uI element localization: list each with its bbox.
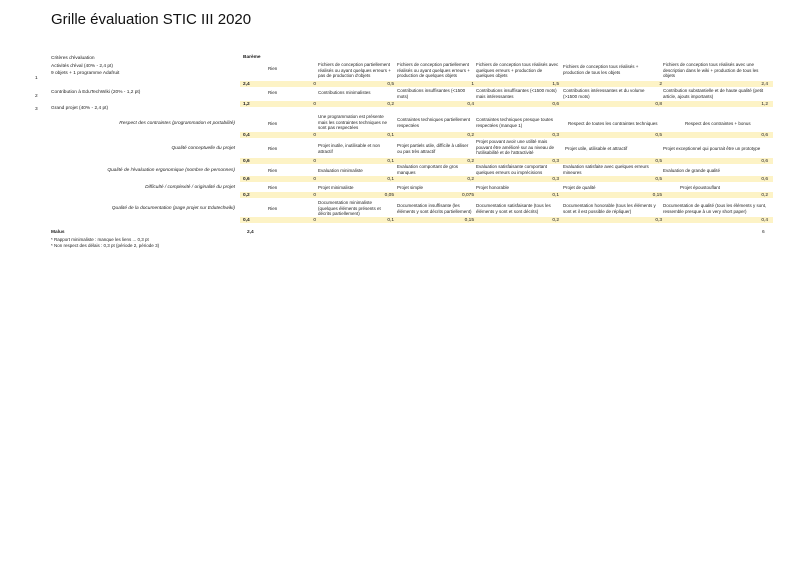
- row-1-score-5: 1,2: [761, 102, 768, 107]
- row-0-max: 2,4: [243, 82, 250, 87]
- row-3-criterion: Qualité conceptuelle du projet: [171, 146, 235, 151]
- row-5-score-5: 0,2: [761, 193, 768, 198]
- row-5-level-0: Rien: [268, 185, 278, 190]
- group-2-number: 2: [35, 94, 38, 99]
- row-6-level-4: Documentation honorable (tous les éléments y sont et il est possible de répliquer): [563, 203, 656, 214]
- row-0-level-1: Fichiers de conception partiellement réalisés ou ayant quelques erreurs + pas de production d'objets: [318, 62, 391, 78]
- row-4-criterion: Qualité de l'évaluation ergonomique (nombre de personnes): [107, 168, 235, 173]
- row-1-score-4: 0,8: [655, 102, 662, 107]
- group-1-sublabel: 9 objets + 1 programme Adafruit: [51, 71, 120, 76]
- row-1-level-3: Contributions insuffisantes (<1500 mots) mais intéressantes: [476, 88, 557, 99]
- row-3-max: 0,6: [243, 159, 250, 164]
- row-6-score-2: 0,15: [464, 218, 474, 223]
- row-0-level-3: Fichiers de conception tous réalisés avec quelques erreurs + production de quelques objets: [476, 62, 559, 78]
- row-2-level-4: Respect de toutes les contraintes techniques: [568, 121, 658, 126]
- group-1-number: 1: [35, 76, 38, 81]
- row-0-score-2: 1: [471, 82, 474, 87]
- row-1-level-2: Contributions insuffisantes (<1500 mots): [397, 88, 466, 99]
- row-3-level-0: Rien: [268, 146, 278, 151]
- row-5-score-2: 0,075: [461, 193, 474, 198]
- row-5-level-5: Projet époustouflant: [680, 185, 721, 190]
- row-2-score-1: 0,1: [387, 133, 394, 138]
- row-0-score-1: 0,5: [387, 82, 394, 87]
- row-2-score-band: [240, 132, 773, 138]
- row-2-score-3: 0,3: [552, 133, 559, 138]
- row-4-score-3: 0,3: [552, 177, 559, 182]
- group-2-label: Contribution à EduTechWiki (20% - 1,2 pt): [51, 90, 141, 95]
- row-1-score-2: 0,4: [467, 102, 474, 107]
- row-6-level-2: Documentation insuffisante (les éléments y sont décrits partiellement): [397, 203, 472, 214]
- row-6-criterion: Qualité de la documentation (page projet sur Edutechwiki): [111, 206, 235, 211]
- row-3-score-2: 0,2: [467, 159, 474, 164]
- row-4-score-0: 0: [313, 177, 316, 182]
- row-4-level-0: Rien: [268, 168, 278, 173]
- row-2-level-2: Contraintes techniques partiellement respectées: [397, 117, 471, 128]
- row-2-score-4: 0,5: [655, 133, 662, 138]
- row-4-score-band: [240, 176, 773, 182]
- row-0-score-0: 0: [313, 82, 316, 87]
- row-5-score-1: 0,05: [384, 193, 394, 198]
- row-0-score-4: 2: [659, 82, 662, 87]
- row-1-max: 1,2: [243, 102, 250, 107]
- total-score: 6: [762, 230, 765, 235]
- row-6-score-3: 0,2: [552, 218, 559, 223]
- row-4-level-1: Evaluation minimaliste: [318, 168, 363, 173]
- row-0-level-4: Fichiers de conception tous réalisés + production de tous les objets: [563, 64, 639, 75]
- row-2-level-3: Contraintes techniques presque toutes respectées (manque 1): [476, 117, 554, 128]
- row-6-level-3: Documentation satisfaisante (tous les éléments y sont et sont décrits): [476, 203, 551, 214]
- malus-label: Malus: [51, 230, 65, 235]
- row-5-level-3: Projet honorable: [476, 185, 510, 190]
- row-2-score-0: 0: [313, 133, 316, 138]
- malus-value: 2,4: [247, 230, 254, 235]
- row-0-level-0: Rien: [268, 66, 278, 71]
- row-3-level-1: Projet inutile, inutilisable et non attractif: [318, 143, 381, 154]
- row-6-score-band: [240, 217, 773, 223]
- row-6-level-0: Rien: [268, 206, 278, 211]
- row-5-criterion: Difficulté / complexité / originalité du projet: [145, 185, 235, 190]
- row-5-level-2: Projet simple: [397, 185, 424, 190]
- page-title: Grille évaluation STIC III 2020: [51, 11, 252, 28]
- row-3-score-5: 0,6: [761, 159, 768, 164]
- row-6-level-5: Documentation de qualité (tous les éléments y sont, ressemble presque à un very short paper): [663, 203, 767, 214]
- row-4-score-4: 0,5: [655, 177, 662, 182]
- row-0-level-2: Fichiers de conception partiellement réalisés ou ayant quelques erreurs + production de quelques objets: [397, 62, 470, 78]
- row-1-level-0: Rien: [268, 90, 278, 95]
- row-4-level-2: Evaluation comportant de gros manques: [397, 164, 459, 175]
- row-1-score-1: 0,2: [387, 102, 394, 107]
- row-6-max: 0,4: [243, 218, 250, 223]
- row-6-score-0: 0: [313, 218, 316, 223]
- row-5-level-1: Projet minimaliste: [318, 185, 354, 190]
- row-1-level-4: Contributions intéressantes et du volume (>1500 mots): [563, 88, 645, 99]
- row-5-score-band: [240, 192, 773, 198]
- row-1-score-3: 0,6: [552, 102, 559, 107]
- row-5-score-0: 0: [313, 193, 316, 198]
- bareme-header: Barème: [243, 55, 261, 60]
- row-1-level-1: Contributions minimalistes: [318, 90, 371, 95]
- note-1: * Rapport minimaliste : manque les liens ... 0,3 pt: [51, 237, 149, 242]
- row-1-score-band: [240, 101, 773, 107]
- row-4-level-5: Evaluation de grande qualité: [663, 168, 721, 173]
- row-0-level-5: Fichiers de conception tous réalisés avec une description dans le wiki + production de tous les objets: [663, 62, 759, 78]
- row-6-score-4: 0,3: [655, 218, 662, 223]
- note-2: * Non respect des délais : 0,3 pt (période 2, période 3): [51, 243, 160, 248]
- row-1-level-5: Contribution substantielle et de haute qualité (petit article, ajouts importants): [663, 88, 764, 99]
- row-2-max: 0,4: [243, 133, 250, 138]
- group-3-label: Grand projet (40% - 2,4 pt): [51, 106, 109, 111]
- row-3-score-3: 0,3: [552, 159, 559, 164]
- row-4-level-4: Evaluation satisfaite avec quelques erreurs mineures: [563, 164, 649, 175]
- row-0-score-5: 2,4: [761, 82, 768, 87]
- row-2-score-2: 0,2: [467, 133, 474, 138]
- group-3-number: 3: [35, 107, 38, 112]
- criteria-header: Critères d'évaluation: [51, 56, 95, 61]
- row-4-score-2: 0,2: [467, 177, 474, 182]
- row-2-criterion: Respect des contraintes (programmation et portabilité): [119, 121, 235, 126]
- row-5-score-4: 0,15: [652, 193, 662, 198]
- row-1-score-0: 0: [313, 102, 316, 107]
- row-5-max: 0,2: [243, 193, 250, 198]
- row-4-max: 0,6: [243, 177, 250, 182]
- row-3-score-0: 0: [313, 159, 316, 164]
- row-3-level-3: Projet pouvant avoir une utilité mais pouvant être amélioré sur au niveau de l'utilisabilité et de l'attractivité: [476, 139, 555, 155]
- row-5-level-4: Projet de qualité: [563, 185, 596, 190]
- row-3-score-4: 0,5: [655, 159, 662, 164]
- group-1-label: Activités d'éval (40% - 2,4 pt): [51, 64, 113, 69]
- row-2-score-5: 0,6: [761, 133, 768, 138]
- row-3-level-2: Projet partiels utile, difficile à utiliser ou pas très attractif: [397, 143, 469, 154]
- row-0-score-band: [240, 81, 773, 87]
- row-0-score-3: 1,5: [552, 82, 559, 87]
- row-2-level-5: Respect des contraintes + bonus: [685, 121, 751, 126]
- row-2-level-1: Une programmation est présente mais les contraintes techniques ne sont pas respectées: [318, 114, 388, 130]
- row-3-level-5: Projet exceptionnel qui pourrait être un prototype: [663, 146, 761, 151]
- row-4-level-3: Evaluation satisfaisante comportant quelques erreurs ou imprécisions: [476, 164, 548, 175]
- row-4-score-5: 0,6: [761, 177, 768, 182]
- row-2-level-0: Rien: [268, 121, 278, 126]
- row-3-score-1: 0,1: [387, 159, 394, 164]
- row-6-score-5: 0,4: [761, 218, 768, 223]
- row-6-level-1: Documentation minimaliste (quelques éléments présents et décrits partiellement): [318, 200, 381, 216]
- row-5-score-3: 0,1: [552, 193, 559, 198]
- row-6-score-1: 0,1: [387, 218, 394, 223]
- row-3-level-4: Projet utile, utilisable et attractif: [565, 146, 628, 151]
- row-4-score-1: 0,1: [387, 177, 394, 182]
